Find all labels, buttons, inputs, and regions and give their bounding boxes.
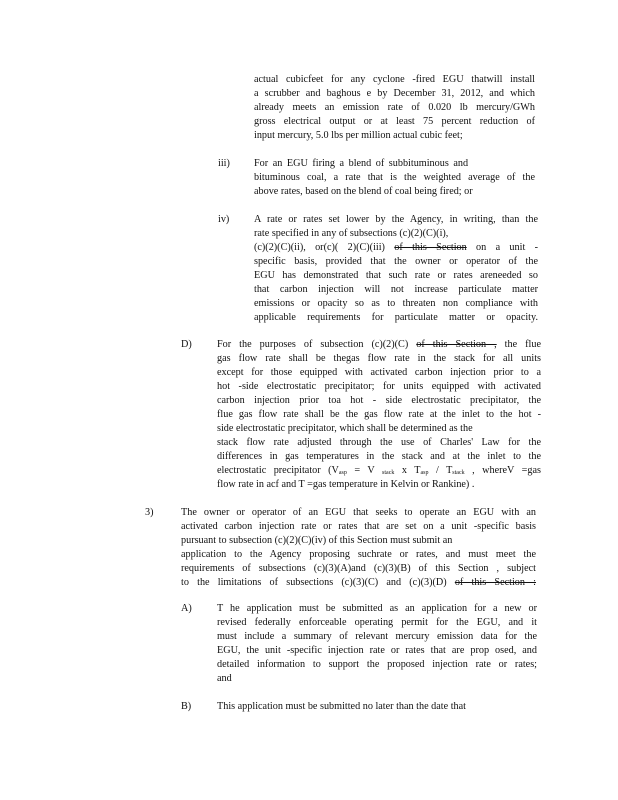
text-segment: (c)(2)(C)(ii), or(c)( 2)(C)(iii): [254, 242, 395, 253]
text-line: specific basis, provided that the owner or operator of the: [254, 256, 538, 267]
text-line: emissions or opacity so as to threaten non compliance with: [254, 298, 538, 309]
text-line: For an EGU firing a blend of subbituminous and: [254, 158, 469, 169]
subscript: asp: [338, 470, 347, 476]
text-line: bituminous coal, a rate that is the weighted average of the: [254, 172, 535, 183]
text-line: that carbon injection will not increase particulate matter: [254, 284, 538, 295]
text-line: EGU, the unit -specific injection rate or rates that are prop osed, and: [217, 645, 537, 656]
text-segment: / T: [428, 465, 453, 476]
text-segment: the flue: [496, 339, 541, 350]
item-marker-A: A): [181, 603, 192, 614]
text-line: stack flow rate adjusted through the use of Charles' Law for the: [217, 437, 541, 448]
text-line: revised federally enforceable operating permit for the EGU, and it: [217, 617, 537, 628]
text-line: pursuant to subsection (c)(2)(C)(iv) of this Section must submit an: [181, 535, 453, 546]
struck-text: of this Section: [394, 242, 467, 253]
item-3-paragraph: [181, 506, 536, 590]
text-line: flue gas flow rate shall be the gas flow rate at the inlet to the hot -: [217, 409, 541, 420]
item-marker-iv: iv): [218, 214, 230, 225]
struck-text: of this Section ,: [416, 339, 497, 350]
text-line: gross electrical output or at least 75 percent reduction of: [254, 116, 535, 127]
text-line: This application must be submitted no later than the date that: [217, 701, 466, 712]
text-line: except for those equipped with activated carbon injection prior to a: [217, 367, 541, 378]
text-line: actual cubicfeet for any cyclone -fired EGU thatwill install: [254, 74, 535, 85]
text-line: already meets an emission rate of 0.020 lb mercury/GWh: [254, 102, 535, 113]
subscript: asp: [420, 470, 429, 476]
text-line: flow rate in acf and T =gas temperature in Kelvin or Rankine) .: [217, 479, 475, 490]
text-line: requirements of subsections (c)(3)(A)and (c)(3)(B) of this Section , subject: [181, 563, 536, 574]
subscript: stack: [452, 470, 465, 476]
text-segment: electrostatic precipitator (V: [217, 465, 339, 476]
text-segment: to the limitations of subsections (c)(3)(C) and (c)(3)(D): [181, 577, 455, 588]
text-line: [181, 576, 536, 590]
text-line: above rates, based on the blend of coal being fired; or: [254, 186, 473, 197]
struck-text: of this Section :: [454, 577, 537, 588]
intro-paragraph: [254, 73, 535, 143]
text-line: T he application must be submitted as an application for a new or: [217, 603, 537, 614]
text-segment: , whereV =gas: [464, 465, 541, 476]
item-A-paragraph: [217, 602, 537, 686]
text-line: hot -side electrostatic precipitator; for units equipped with activated: [217, 381, 541, 392]
text-line: detailed information to support the proposed injection rate or rates;: [217, 659, 537, 670]
text-line: side electrostatic precipitator, which shall be determined as the: [217, 423, 473, 434]
text-segment: For the purposes of subsection (c)(2)(C): [217, 339, 417, 350]
text-line: applicable requirements for particulate matter or opacity.: [254, 312, 538, 323]
subscript: stack: [382, 470, 395, 476]
item-D-paragraph: [217, 338, 541, 492]
item-marker-D: D): [181, 339, 192, 350]
text-line: differences in gas temperatures in the stack and at the inlet to the: [217, 451, 541, 462]
text-line: and: [217, 673, 232, 684]
item-iii-paragraph: [254, 157, 535, 199]
item-B-paragraph: [217, 700, 512, 714]
item-marker-iii: iii): [218, 158, 230, 169]
text-line: activated carbon injection rate or rates that are set on a unit -specific basis: [181, 521, 536, 532]
text-line: [254, 241, 538, 255]
text-line: input mercury, 5.0 lbs per million actual cubic feet;: [254, 130, 463, 141]
text-line: a scrubber and baghous e by December 31, 2012, and which: [254, 88, 535, 99]
text-line: rate specified in any of subsections (c)(2)(C)(i),: [254, 228, 449, 239]
text-line: A rate or rates set lower by the Agency, in writing, than the: [254, 214, 538, 225]
text-line: The owner or operator of an EGU that seeks to operate an EGU with an: [181, 507, 536, 518]
item-iv-paragraph: [254, 213, 538, 325]
text-line: gas flow rate shall be thegas flow rate in the stack for all units: [217, 353, 541, 364]
text-segment: = V: [346, 465, 383, 476]
formula-line: [217, 464, 541, 478]
text-line: EGU has demonstrated that such rate or rates areneeded so: [254, 270, 538, 281]
text-line: [217, 338, 541, 352]
item-marker-B: B): [181, 701, 192, 712]
text-line: must include a summary of relevant mercury emission data for the: [217, 631, 537, 642]
item-marker-3: 3): [145, 507, 154, 518]
text-segment: on a unit -: [466, 242, 538, 253]
text-line: application to the Agency proposing suchrate or rates, and must meet the: [181, 549, 536, 560]
text-line: carbon injection prior toa hot - side electrostatic precipitator, the: [217, 395, 541, 406]
text-segment: x T: [394, 465, 421, 476]
